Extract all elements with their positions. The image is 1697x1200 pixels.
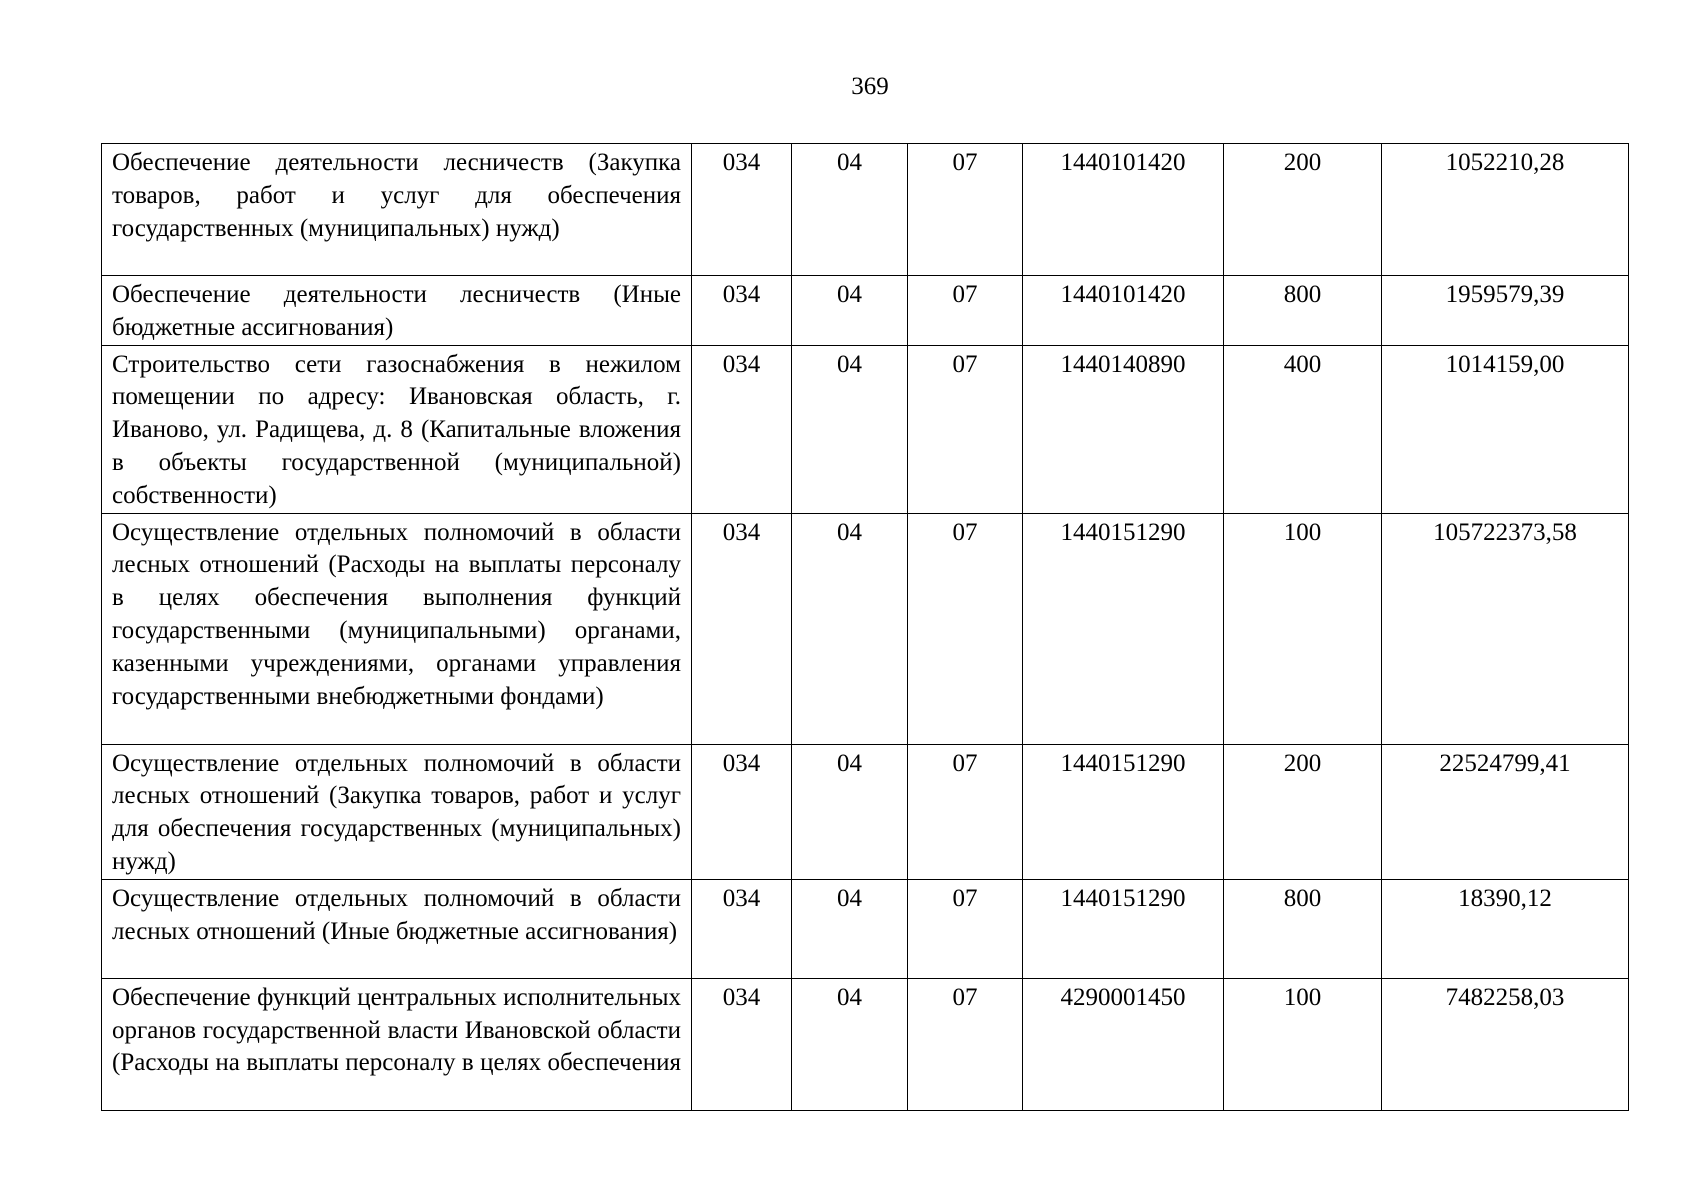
amount-value: 7482258,03 xyxy=(1382,978,1629,1110)
expense-type-code: 800 xyxy=(1224,276,1382,346)
subsection-code: 07 xyxy=(908,144,1023,276)
target-article-code: 1440140890 xyxy=(1023,345,1224,513)
target-article-code: 1440151290 xyxy=(1023,513,1224,744)
ministry-code: 034 xyxy=(692,879,792,978)
table-row xyxy=(102,744,1629,879)
amount-value: 1052210,28 xyxy=(1382,144,1629,276)
subsection-code: 07 xyxy=(908,744,1023,879)
row-description: Обеспечение деятельности лесничеств (Иные бюджетные ассигнования) xyxy=(102,276,692,346)
target-article-code: 4290001450 xyxy=(1023,978,1224,1110)
ministry-code: 034 xyxy=(692,513,792,744)
expense-type-code: 800 xyxy=(1224,879,1382,978)
row-description: Строительство сети газоснабжения в нежилом помещении по адресу: Ивановская область, г. Иваново, ул. Радищева, д. 8 (Капитальные вложения в объекты государственной (муниципальной) собственности) xyxy=(102,345,692,513)
ministry-code: 034 xyxy=(692,345,792,513)
ministry-code: 034 xyxy=(692,144,792,276)
section-code: 04 xyxy=(792,978,908,1110)
amount-value: 22524799,41 xyxy=(1382,744,1629,879)
target-article-code: 1440151290 xyxy=(1023,744,1224,879)
ministry-code: 034 xyxy=(692,978,792,1110)
amount-value: 1959579,39 xyxy=(1382,276,1629,346)
expense-type-code: 100 xyxy=(1224,513,1382,744)
section-code: 04 xyxy=(792,276,908,346)
target-article-code: 1440151290 xyxy=(1023,879,1224,978)
row-description: Осуществление отдельных полномочий в области лесных отношений (Расходы на выплаты персоналу в целях обеспечения выполнения функций государственными (муниципальными) органами, казенными учреждениями, органами управления государственными внебюджетными фондами) xyxy=(102,513,692,744)
subsection-code: 07 xyxy=(908,276,1023,346)
section-code: 04 xyxy=(792,345,908,513)
amount-value: 1014159,00 xyxy=(1382,345,1629,513)
subsection-code: 07 xyxy=(908,513,1023,744)
section-code: 04 xyxy=(792,144,908,276)
row-description: Обеспечение деятельности лесничеств (Закупка товаров, работ и услуг для обеспечения государственных (муниципальных) нужд) xyxy=(102,144,692,276)
table-row xyxy=(102,144,1629,276)
expense-type-code: 200 xyxy=(1224,744,1382,879)
row-description: Осуществление отдельных полномочий в области лесных отношений (Иные бюджетные ассигнования) xyxy=(102,879,692,978)
budget-table xyxy=(101,143,1629,1111)
row-description: Осуществление отдельных полномочий в области лесных отношений (Закупка товаров, работ и услуг для обеспечения государственных (муниципальных) нужд) xyxy=(102,744,692,879)
ministry-code: 034 xyxy=(692,276,792,346)
subsection-code: 07 xyxy=(908,978,1023,1110)
table-row xyxy=(102,276,1629,346)
section-code: 04 xyxy=(792,744,908,879)
subsection-code: 07 xyxy=(908,345,1023,513)
row-description: Обеспечение функций центральных исполнительных органов государственной власти Ивановской области (Расходы на выплаты персоналу в целях обеспечения xyxy=(102,978,692,1110)
ministry-code: 034 xyxy=(692,744,792,879)
subsection-code: 07 xyxy=(908,879,1023,978)
section-code: 04 xyxy=(792,513,908,744)
table-row xyxy=(102,513,1629,744)
amount-value: 18390,12 xyxy=(1382,879,1629,978)
table-row xyxy=(102,345,1629,513)
section-code: 04 xyxy=(792,879,908,978)
expense-type-code: 400 xyxy=(1224,345,1382,513)
expense-type-code: 100 xyxy=(1224,978,1382,1110)
page-number: 369 xyxy=(851,73,889,100)
target-article-code: 1440101420 xyxy=(1023,276,1224,346)
amount-value: 105722373,58 xyxy=(1382,513,1629,744)
expense-type-code: 200 xyxy=(1224,144,1382,276)
table-row xyxy=(102,978,1629,1110)
table-row xyxy=(102,879,1629,978)
target-article-code: 1440101420 xyxy=(1023,144,1224,276)
